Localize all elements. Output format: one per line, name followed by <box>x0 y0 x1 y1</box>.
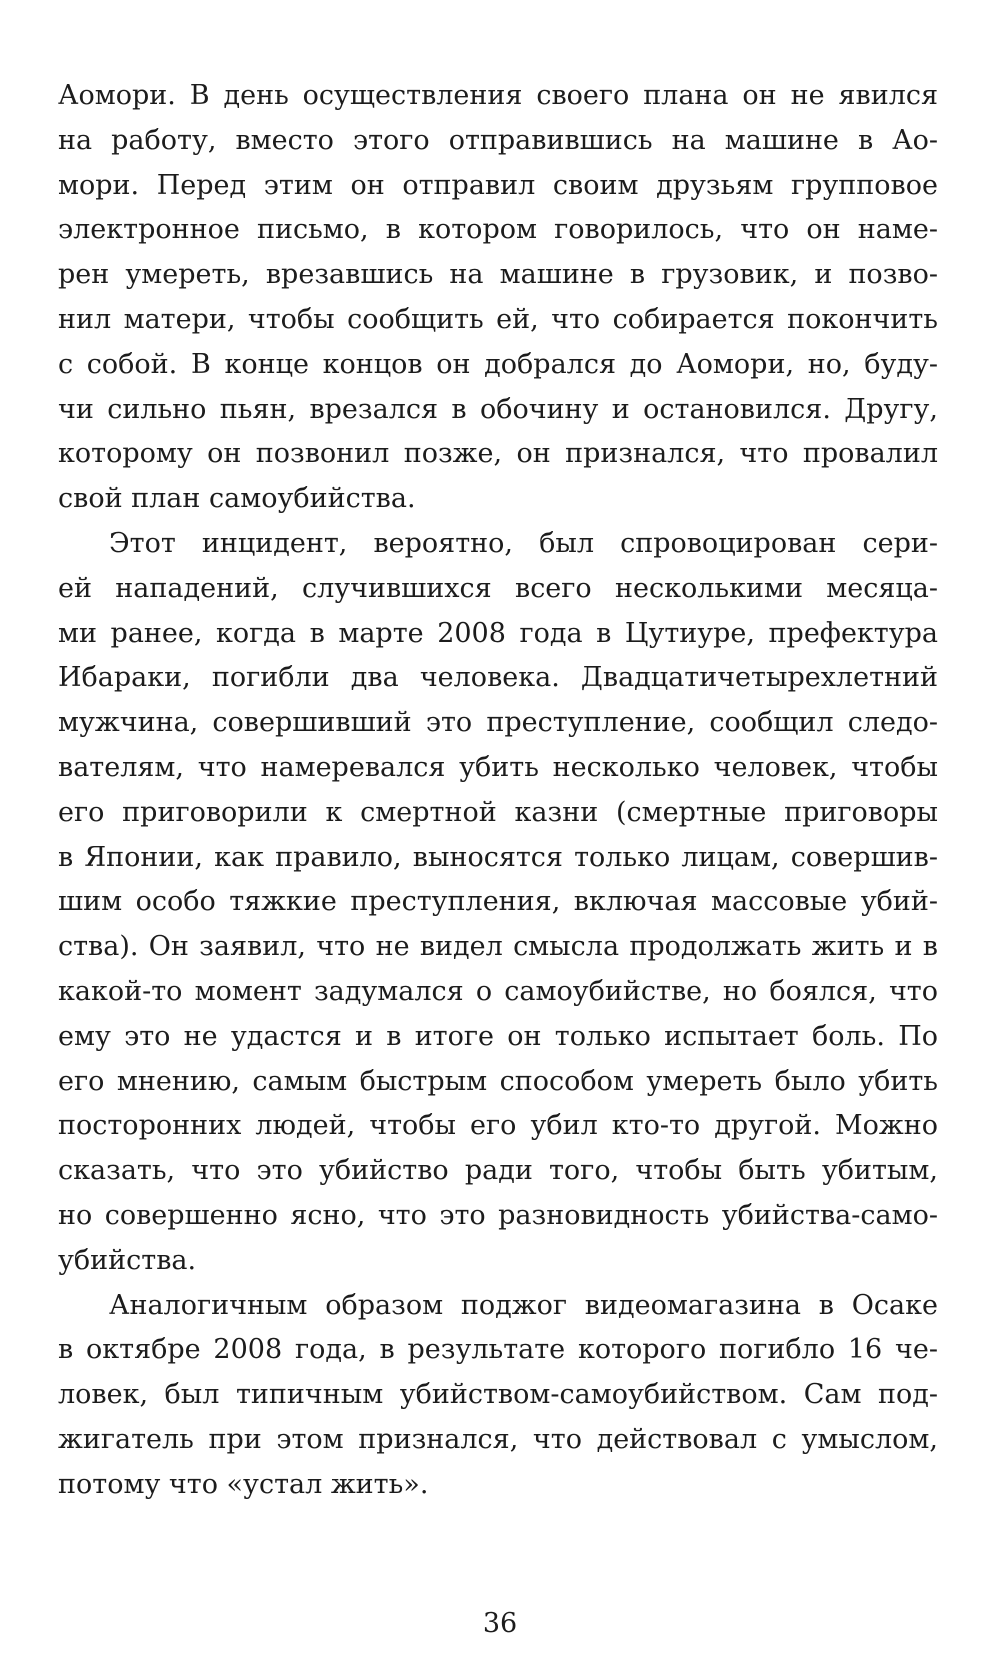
text-line: потому что «устал жить». <box>58 1468 429 1500</box>
text-line: посторонних людей, чтобы его убил кто-то другой. Можно <box>58 1110 938 1142</box>
text-line: Аомори. В день осуществления своего плана он не явился <box>58 80 938 111</box>
text-line: мужчина, совершивший это преступление, сообщил следо- <box>58 707 938 739</box>
text-line: с собой. В конце концов он добрался до Аомори, но, буду- <box>58 348 938 380</box>
text-line: ми ранее, когда в марте 2008 года в Цутиуре, префектура <box>58 617 938 649</box>
text-line: Этот инцидент, вероятно, был спровоцирован сери- <box>109 527 938 559</box>
text-line: чи сильно пьян, врезался в обочину и остановился. Другу, <box>58 393 938 425</box>
text-line: электронное письмо, в котором говорилось, что он наме- <box>58 214 938 246</box>
text-line: сказать, что это убийство ради того, чтобы быть убитым, <box>58 1155 938 1187</box>
text-line: нил матери, чтобы сообщить ей, что собирается покончить <box>58 303 938 335</box>
text-line: на работу, вместо этого отправившись на машине в Ао- <box>58 124 938 156</box>
paragraph-2 <box>58 522 938 1284</box>
text-line: ей нападений, случившихся всего несколькими месяца- <box>58 572 938 604</box>
text-line: его мнению, самым быстрым способом умереть было убить <box>58 1065 938 1097</box>
text-line: мори. Перед этим он отправил своим друзьям групповое <box>58 169 938 201</box>
text-line: жигатель при этом признался, что действовал с умыслом, <box>58 1423 938 1455</box>
text-line: в октябре 2008 года, в результате которого погибло 16 че- <box>58 1334 938 1366</box>
text-line: в Японии, как правило, выносятся только лицам, совершив- <box>58 841 938 873</box>
text-line: которому он позвонил позже, он признался, что провалил <box>58 438 938 470</box>
text-line: Аналогичным образом поджог видеомагазина в Осаке <box>109 1289 938 1321</box>
text-line: вателям, что намеревался убить несколько человек, чтобы <box>58 751 938 783</box>
page-number: 36 <box>482 1608 518 1639</box>
text-line: убийства. <box>58 1244 197 1276</box>
text-line: шим особо тяжкие преступления, включая массовые убий- <box>58 886 938 918</box>
text-line: свой план самоубийства. <box>58 483 416 515</box>
text-line: какой-то момент задумался о самоубийстве, но боялся, что <box>58 975 938 1007</box>
paragraph-1 <box>58 74 938 522</box>
text-line: но совершенно ясно, что это разновидность убийства-само- <box>58 1199 938 1231</box>
text-line: Ибараки, погибли два человека. Двадцатичетырехлетний <box>58 662 938 694</box>
text-line: его приговорили к смертной казни (смертные приговоры <box>58 796 938 828</box>
text-line: ловек, был типичным убийством-самоубийством. Сам под- <box>58 1379 938 1411</box>
body-text <box>58 74 938 1508</box>
paragraph-3 <box>58 1284 938 1508</box>
text-line: ему это не удастся и в итоге он только испытает боль. По <box>58 1020 938 1052</box>
text-line: ства). Он заявил, что не видел смысла продолжать жить и в <box>58 931 938 963</box>
text-line: рен умереть, врезавшись на машине в грузовик, и позво- <box>58 259 938 291</box>
